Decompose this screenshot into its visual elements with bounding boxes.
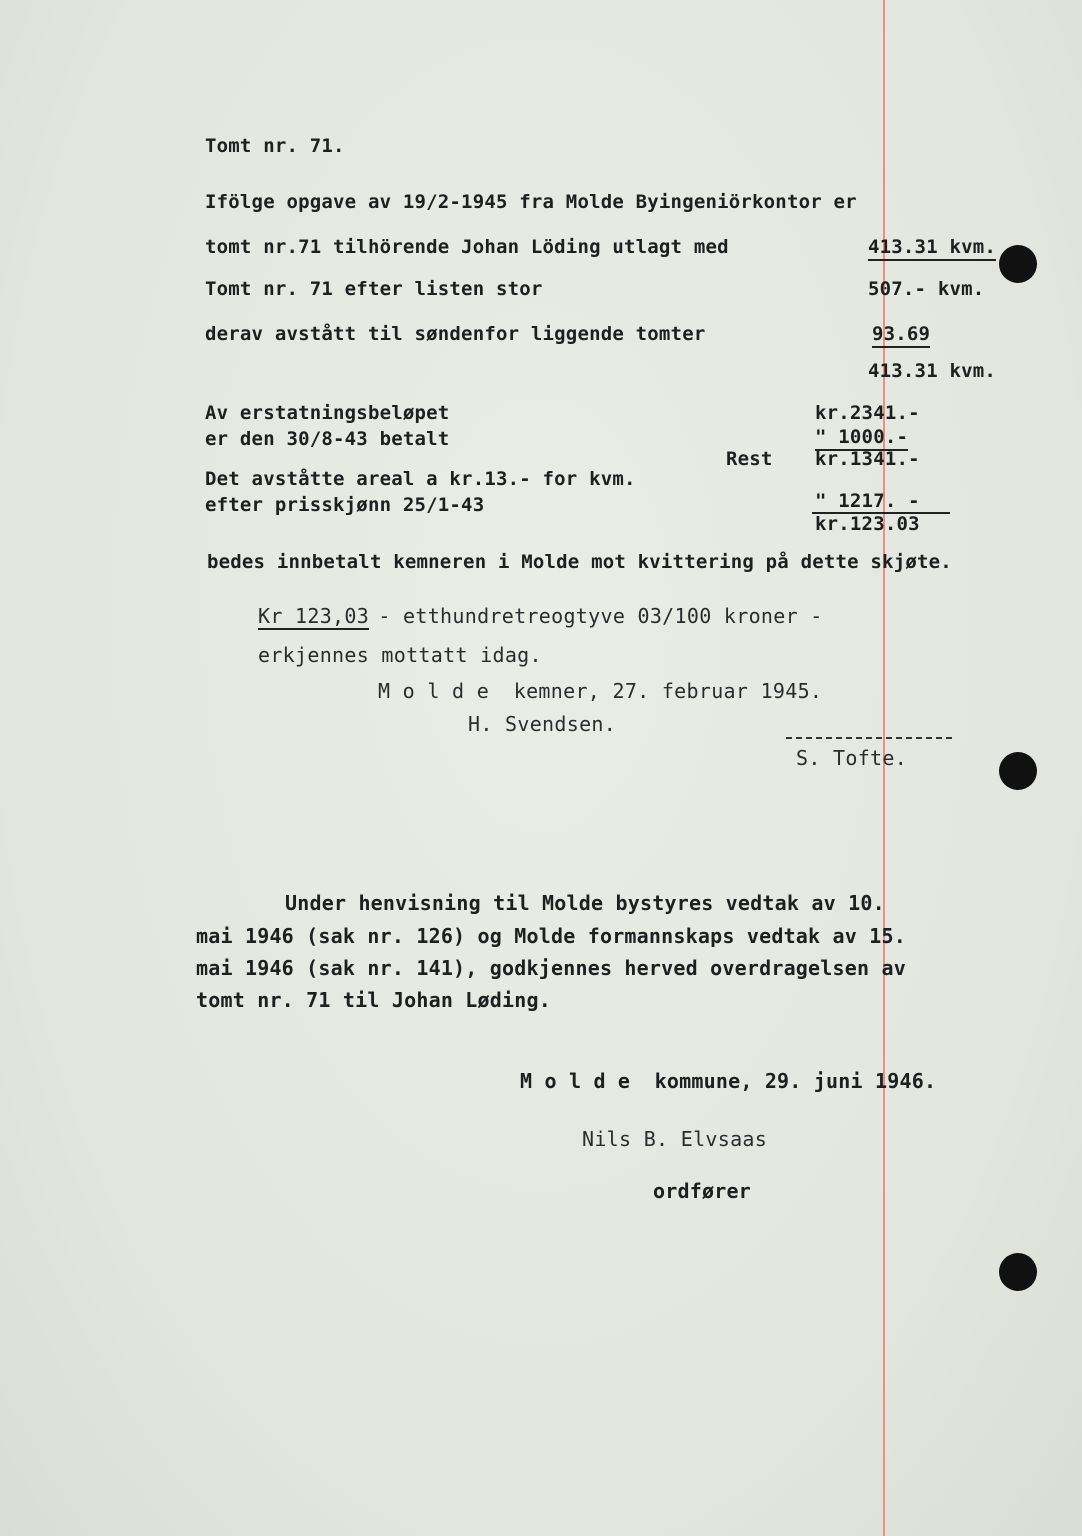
punch-hole bbox=[999, 752, 1037, 790]
text-line: Av erstatningsbeløpet bbox=[205, 402, 450, 424]
signature: Nils B. Elvsaas bbox=[582, 1127, 768, 1151]
text-line: mai 1946 (sak nr. 126) og Molde formannskaps vedtak av 15. bbox=[196, 924, 906, 948]
signer-title: ordfører bbox=[653, 1179, 751, 1203]
value: 507.- kvm. bbox=[868, 278, 985, 300]
text-line: - etthundretreogtyve 03/100 kroner - bbox=[366, 604, 823, 628]
punch-hole bbox=[999, 245, 1037, 283]
text-line: er den 30/8-43 betalt bbox=[205, 428, 450, 450]
text-line: erkjennes mottatt idag. bbox=[258, 643, 542, 667]
text-line: efter prisskjønn 25/1-43 bbox=[205, 494, 485, 516]
amount: Kr 123,03 bbox=[258, 604, 370, 628]
text-line: Tomt nr. 71 efter listen stor bbox=[205, 278, 543, 300]
punch-hole bbox=[999, 1253, 1037, 1291]
value: " 1000.- bbox=[815, 428, 908, 451]
signature: H. Svendsen. bbox=[468, 712, 617, 736]
place-date: M o l d e kommune, 29. juni 1946. bbox=[520, 1069, 937, 1093]
text-line: tomt nr. 71 til Johan Løding. bbox=[196, 988, 551, 1012]
signature: S. Tofte. bbox=[796, 746, 908, 770]
text-line: mai 1946 (sak nr. 141), godkjennes herved overdragelsen av bbox=[196, 956, 906, 980]
text-line: Det avståtte areal a kr.13.- for kvm. bbox=[205, 468, 636, 490]
value: kr.2341.- bbox=[815, 402, 920, 424]
text-line: derav avstått til søndenfor liggende tomter bbox=[205, 323, 706, 345]
text-line: Under henvisning til Molde bystyres vedtak av 10. bbox=[285, 891, 885, 915]
signature-line bbox=[786, 737, 952, 739]
heading: Tomt nr. 71. bbox=[205, 135, 345, 157]
value: 93.69 bbox=[872, 325, 930, 348]
place-date: M o l d e kemner, 27. februar 1945. bbox=[378, 679, 823, 703]
value: " 1217. - bbox=[815, 490, 920, 512]
value: 413.31 kvm. bbox=[868, 238, 996, 261]
text-line: Ifölge opgave av 19/2-1945 fra Molde Byingeniörkontor er bbox=[205, 191, 857, 213]
value: 413.31 kvm. bbox=[868, 360, 997, 382]
value: kr.1341.- bbox=[815, 448, 920, 470]
text-line: bedes innbetalt kemneren i Molde mot kvittering på dette skjøte. bbox=[207, 551, 952, 573]
text-line: tomt nr.71 tilhörende Johan Löding utlagt med bbox=[205, 236, 729, 258]
value: kr.123.03 bbox=[815, 513, 920, 535]
label: Rest bbox=[726, 448, 773, 470]
